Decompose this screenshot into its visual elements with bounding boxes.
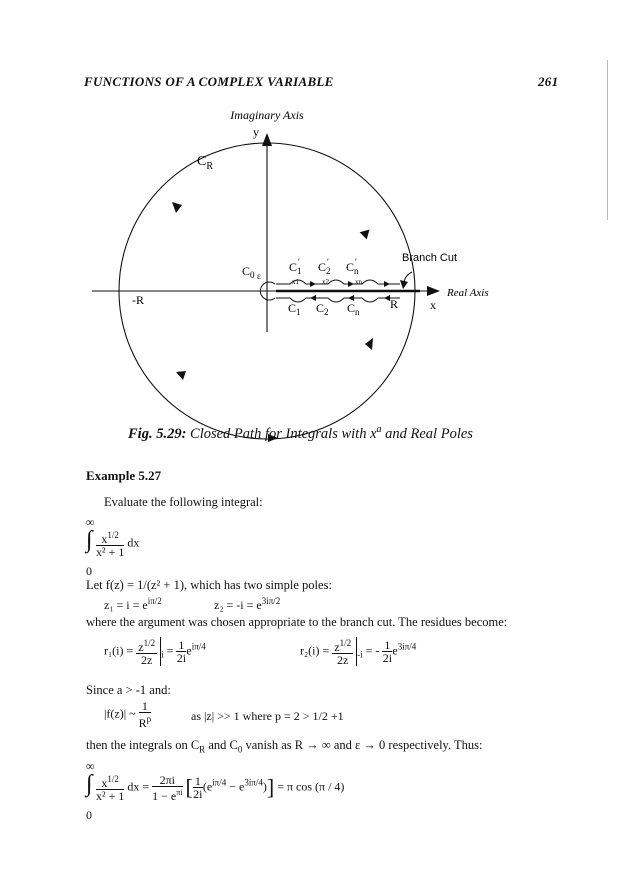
c2p-sub: 2	[326, 266, 331, 276]
integrand-num: x	[101, 532, 108, 546]
epsilon-label: ε	[257, 271, 261, 281]
final-right-bracket: ]	[266, 774, 275, 800]
integrand-den: x² + 1	[96, 545, 125, 559]
page-number: 261	[538, 74, 559, 89]
bound-num: 1	[139, 700, 152, 713]
r2-coef-num: 1	[384, 638, 391, 652]
r1-eq: =	[166, 643, 174, 658]
c1p-prime: ′	[298, 257, 300, 267]
x-axis-letter: x	[430, 298, 436, 312]
circle-arrow-lower-right	[365, 338, 373, 350]
svg-text:C0	[242, 264, 255, 280]
c2-label: C	[316, 301, 325, 315]
c2-sub: 2	[324, 307, 329, 317]
upper-arrow-1	[310, 281, 316, 287]
cnp-sub: n	[354, 266, 359, 276]
residue-r2	[300, 637, 416, 666]
svg-text:C1	[288, 301, 301, 317]
r-label: R	[390, 297, 399, 311]
svg-text:CR	[197, 154, 213, 172]
circle-arrow-upper-left	[172, 202, 182, 213]
z1-sup: iπ/2	[147, 596, 162, 606]
vanish-mid: and C	[205, 738, 238, 752]
c2p-prime: ′	[327, 257, 329, 267]
circle-arrow-lower-left	[176, 371, 186, 380]
r2-exp-sup: 3iπ/4	[397, 641, 417, 652]
final-lower-limit: 0	[86, 808, 92, 822]
branch-cut-label: Branch Cut	[402, 252, 458, 264]
bound-condition: as |z| >> 1 where p = 2 > 1/2 +1	[191, 709, 344, 723]
vanish-sub-0: 0	[237, 744, 243, 755]
r2-lhs: r₂(i) =	[300, 643, 330, 658]
minus-r-label: -R	[132, 293, 144, 307]
c2p-label: C	[318, 260, 327, 274]
r1-exp-sup: iπ/4	[191, 641, 206, 652]
c0-label: C	[242, 264, 251, 278]
caption-prefix: Fig. 5.29:	[128, 425, 187, 442]
vanish-suffix: vanish as R → ∞ and ε → 0 respectively. Thus:	[242, 738, 483, 752]
r1-coef-den: 2i	[176, 651, 187, 665]
pole-z2	[214, 596, 280, 613]
integrand-num-sup: 1/2	[107, 530, 119, 540]
final-num-sup: 1/2	[107, 774, 119, 784]
figure-caption	[128, 424, 473, 443]
imaginary-axis-label: Imaginary Axis	[230, 108, 304, 122]
z1-text: z₁ = i = e	[104, 598, 148, 612]
r2-num: z	[334, 640, 340, 654]
final-paren-close: )	[262, 779, 267, 794]
integral-lower-limit: 0	[86, 564, 92, 578]
r1-num-sup: 1/2	[143, 638, 156, 648]
real-axis-arrow	[427, 286, 440, 296]
bound-den-sup: p	[146, 714, 152, 724]
c1-label: C	[288, 301, 297, 315]
running-header: FUNCTIONS OF A COMPLEX VARIABLE	[84, 74, 334, 89]
final-paren-sup1: iπ/4	[212, 777, 227, 788]
vanish-line	[86, 738, 483, 755]
circle-arrow-upper-right	[360, 226, 373, 239]
z2-sup: 3iπ/2	[261, 596, 281, 606]
final-paren-sup2: 3iπ/4	[244, 777, 263, 788]
caption-suffix: and Real Poles	[385, 425, 473, 442]
let-line: Let f(z) = 1/(z² + 1), which has two simple poles:	[86, 578, 332, 592]
example-heading: Example 5.27	[86, 468, 162, 483]
r2-exp-base: e	[392, 643, 398, 658]
cn-label: C	[347, 301, 356, 315]
r2-eval: -i	[357, 649, 363, 660]
bound-expression	[104, 700, 151, 729]
r1-eval: i	[161, 649, 164, 660]
final-paren-open: (e	[202, 779, 213, 794]
pole-z1	[104, 596, 162, 613]
integrand	[96, 529, 139, 558]
r1-den: 2z	[141, 653, 153, 667]
final-inner-den: 2i	[193, 787, 203, 801]
vanish-prefix: then the integrals on C	[86, 738, 200, 752]
caption-sup: a	[376, 424, 382, 435]
svg-text:C2	[316, 301, 329, 317]
integral-sign: ∫	[86, 527, 93, 553]
final-dx: dx =	[127, 779, 150, 794]
svg-text:Cn	[347, 301, 360, 317]
caption-text: Closed Path for Integrals with x	[190, 425, 377, 442]
integrand-dx: dx	[127, 535, 140, 550]
r2-coef-den: 2i	[382, 651, 393, 665]
cnp-label: C	[346, 260, 355, 274]
page-edge-mark	[607, 60, 608, 220]
r2-den: 2z	[337, 653, 349, 667]
r1-coef-num: 1	[178, 638, 185, 652]
cn-sub: n	[355, 307, 360, 317]
final-integral-sign: ∫	[86, 771, 93, 797]
cr-label: C	[197, 154, 207, 169]
final-upper-limit: ∞	[86, 759, 95, 773]
r1-lhs: r₁(i) =	[104, 643, 134, 658]
final-num: x	[101, 776, 108, 790]
bound-den: R	[138, 716, 147, 730]
imaginary-axis-arrow	[262, 133, 272, 146]
final-coef-num: 2πi	[152, 774, 182, 787]
x1-label: x1	[292, 278, 299, 286]
vanish-sub-r: R	[199, 744, 206, 755]
argument-line: where the argument was chosen appropriate to the branch cut. The residues become:	[86, 615, 508, 629]
svg-text:Cn	[346, 260, 359, 276]
real-axis-label: Real Axis	[447, 287, 489, 299]
y-axis-letter: y	[253, 125, 259, 139]
c0-sub: 0	[250, 270, 255, 280]
x2-label: x2	[322, 278, 329, 286]
final-left-bracket: [	[185, 774, 193, 800]
r1-num: z	[138, 640, 144, 654]
c1-sub: 1	[296, 307, 301, 317]
upper-arrow-2	[348, 281, 354, 287]
integral-upper-limit: ∞	[86, 515, 95, 529]
since-line: Since a > -1 and:	[86, 683, 171, 697]
final-coef-den-sup: πi	[176, 787, 183, 797]
bound-lhs: |f(z)| ~	[104, 706, 136, 721]
final-coef-den: 1 − e	[152, 788, 177, 803]
c1p-sub: 1	[297, 266, 302, 276]
example-intro: Evaluate the following integral:	[104, 495, 263, 509]
upper-arrow-3	[384, 281, 390, 287]
final-paren-mid: − e	[226, 779, 245, 794]
cr-sub: R	[206, 161, 214, 172]
residue-r1	[104, 637, 206, 666]
c1p-label: C	[289, 260, 298, 274]
final-den: x² + 1	[96, 789, 125, 803]
final-result: = π cos (π / 4)	[277, 779, 345, 794]
r2-num-sup: 1/2	[339, 638, 352, 648]
r1-exp-base: e	[186, 643, 192, 658]
r2-eq: = -	[365, 643, 380, 658]
z2-text: z₂ = -i = e	[214, 598, 262, 612]
cnp-prime: ′	[355, 257, 357, 267]
xn-label: xn	[355, 278, 362, 286]
final-inner-num: 1	[194, 774, 201, 788]
final-equation	[96, 773, 344, 802]
